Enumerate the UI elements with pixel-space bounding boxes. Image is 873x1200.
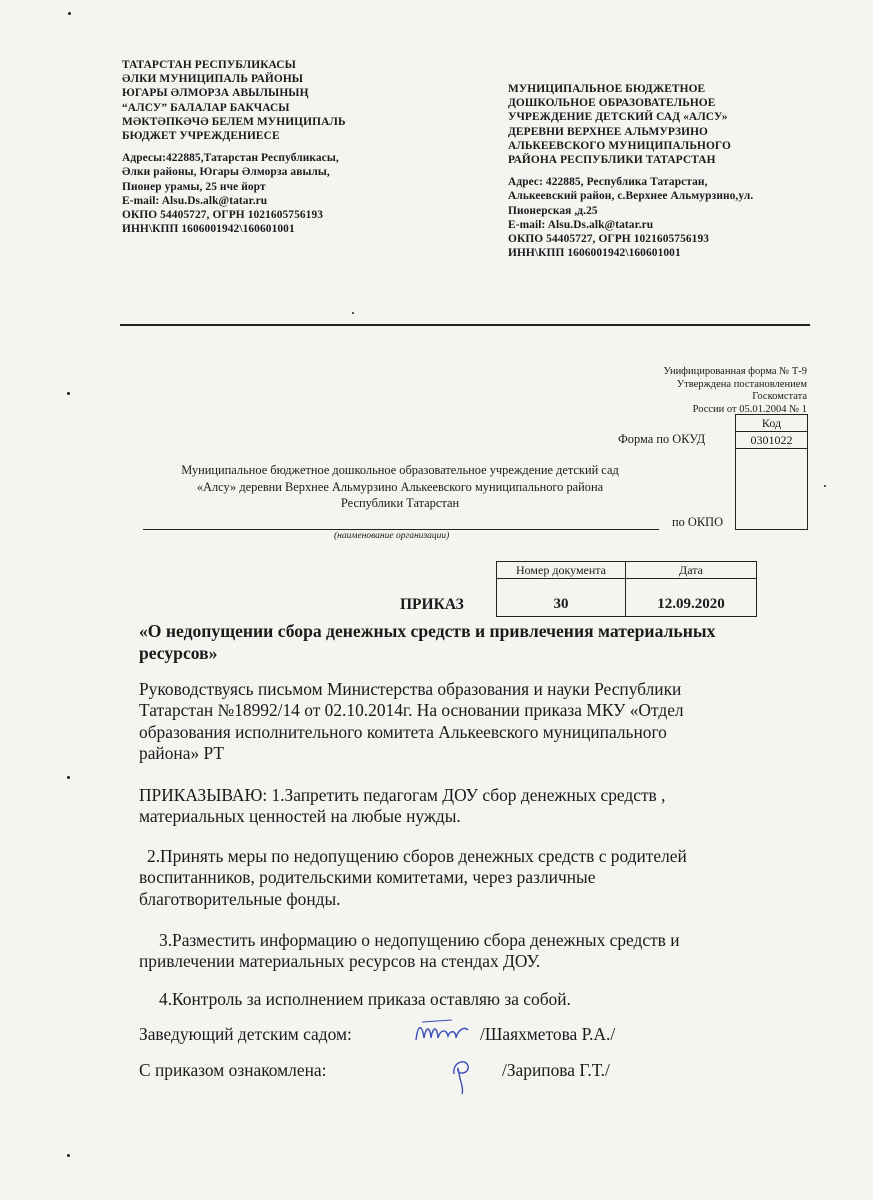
- scan-speck: [68, 12, 71, 15]
- header-left: [122, 58, 346, 236]
- organization-line: «Алсу» деревни Верхнее Альмурзино Алькеевского муниципального района: [196, 479, 604, 494]
- head-label: Заведующий детским садом:: [139, 1024, 352, 1044]
- header-left-line: ЮГАРЫ ӘЛМОРЗА АВЫЛЫНЫҢ: [122, 87, 309, 100]
- header-right-line: МУНИЦИПАЛЬНОЕ БЮДЖЕТНОЕ: [508, 83, 706, 95]
- doc-date: 12.09.2020: [657, 596, 725, 612]
- organization-caption: (наименование организации): [334, 531, 450, 541]
- header-left-address: Адресы:422885,Татарстан Республикасы,: [122, 152, 339, 165]
- header-divider: [120, 324, 810, 326]
- doc-number-header: Номер документа: [515, 563, 607, 577]
- preamble-line: образования исполнительного комитета Алькеевского муниципального: [139, 721, 667, 742]
- header-right-address: Адрес: 422885, Республика Татарстан,: [508, 176, 708, 189]
- order-item-2: [139, 846, 687, 910]
- order-line: материальных ценностей на любые нужды.: [139, 806, 461, 827]
- organization-line: Республики Татарстан: [340, 496, 460, 510]
- title-line: «О недопущении сбора денежных средств и привлечения материальных: [139, 621, 716, 641]
- header-left-line: БЮДЖЕТ УЧРЕЖДЕНИЕСЕ: [122, 130, 280, 143]
- head-name: /Шаяхметова Р.А./: [480, 1024, 616, 1044]
- preamble-line: района» РТ: [139, 743, 224, 764]
- okpo-label: по ОКПО: [672, 515, 724, 529]
- head-signature-icon: [412, 1010, 472, 1050]
- order-line: 4.Контроль за исполнением приказа оставляю за собой.: [159, 989, 571, 1009]
- organization-name: [135, 462, 665, 512]
- header-left-address: ИНН\КПП 1606001942\160601001: [122, 223, 295, 236]
- scan-speck: [67, 392, 70, 395]
- header-right-line: АЛЬКЕЕВСКОГО МУНИЦИПАЛЬНОГО: [508, 139, 731, 152]
- title-line: ресурсов»: [139, 642, 218, 663]
- order-item-3: [139, 930, 680, 973]
- order-item-1: [139, 785, 665, 828]
- order-title: [139, 621, 819, 664]
- code-box: [735, 414, 808, 530]
- unified-form-line: Унифицированная форма № Т-9: [663, 366, 807, 377]
- order-line: воспитанников, родительскими комитетами, через различные: [139, 867, 596, 888]
- header-left-address: ОКПО 54405727, ОГРН 1021605756193: [122, 209, 324, 222]
- header-left-address: E-mail: Alsu.Ds.alk@tatar.ru: [122, 194, 268, 207]
- header-right-address: ОКПО 54405727, ОГРН 1021605756193: [508, 233, 710, 246]
- doc-number: 30: [553, 596, 569, 612]
- header-left-line: ТАТАРСТАН РЕСПУБЛИКАСЫ: [122, 59, 296, 71]
- header-right-address: ИНН\КПП 1606001942\160601001: [508, 247, 681, 260]
- header-right-line: УЧРЕЖДЕНИЕ ДЕТСКИЙ САД «АЛСУ»: [508, 111, 728, 124]
- order-line: 2.Принять меры по недопущению сборов денежных средств с родителей: [147, 846, 687, 866]
- header-right-address: E-mail: Alsu.Ds.alk@tatar.ru: [508, 218, 654, 231]
- header-left-line: “АЛСУ” БАЛАЛАР БАКЧАСЫ: [122, 101, 290, 114]
- ack-name: /Зарипова Г.Т./: [502, 1060, 610, 1080]
- header-left-line: ӘЛКИ МУНИЦИПАЛЬ РАЙОНЫ: [122, 73, 304, 86]
- organization-line: Муниципальное бюджетное дошкольное образовательное учреждение детский сад: [181, 463, 619, 477]
- scan-speck: [352, 312, 354, 314]
- doc-number-table: [496, 561, 757, 617]
- header-right-address: Пионерская ,д.25: [508, 204, 598, 217]
- code-header: Код: [736, 415, 807, 432]
- okud-label: Форма по ОКУД: [618, 432, 706, 446]
- header-right-line: РАЙОНА РЕСПУБЛИКИ ТАТАРСТАН: [508, 154, 716, 167]
- header-left-address: Пионер урамы, 25 нче йорт: [122, 180, 266, 193]
- preamble-line: Татарстан №18992/14 от 02.10.2014г. На основании приказа МКУ «Отдел: [139, 700, 684, 721]
- header-right-line: ДЕРЕВНИ ВЕРХНЕЕ АЛЬМУРЗИНО: [508, 125, 709, 138]
- order-line: благотворительные фонды.: [139, 888, 341, 909]
- preamble: [139, 679, 819, 765]
- header-left-line: МӘКТӘПКӘЧӘ БЕЛЕМ МУНИЦИПАЛЬ: [122, 115, 346, 128]
- unified-form-line: Утверждена постановлением: [676, 378, 807, 390]
- unified-form-line: России от 05.01.2004 № 1: [692, 403, 807, 415]
- unified-form-note: [547, 366, 807, 416]
- doc-type: ПРИКАЗ: [400, 596, 464, 613]
- order-line: привлечении материальных ресурсов на стендах ДОУ.: [139, 951, 541, 972]
- order-line: ПРИКАЗЫВАЮ: 1.Запретить педагогам ДОУ сбор денежных средств ,: [139, 785, 666, 805]
- scan-speck: [67, 776, 70, 779]
- order-item-4: [159, 989, 571, 1010]
- ack-label: С приказом ознакомлена:: [139, 1060, 327, 1080]
- scan-speck: [824, 485, 826, 487]
- okpo-value: [736, 449, 807, 529]
- header-right-address: Алькеевский район, с.Верхнее Альмурзино,ул.: [508, 190, 754, 203]
- scan-speck: [67, 1154, 70, 1157]
- preamble-line: Руководствуясь письмом Министерства образования и науки Республики: [139, 679, 682, 699]
- ack-signature-icon: [448, 1052, 478, 1096]
- organization-underline: [143, 529, 659, 530]
- unified-form-line: Госкомстата: [752, 391, 807, 403]
- header-right: [508, 82, 753, 260]
- okud-value: 0301022: [736, 432, 807, 449]
- doc-date-header: Дата: [679, 563, 703, 577]
- header-right-line: ДОШКОЛЬНОЕ ОБРАЗОВАТЕЛЬНОЕ: [508, 97, 716, 110]
- order-line: 3.Разместить информацию о недопущению сбора денежных средств и: [159, 930, 680, 950]
- header-left-address: Әлки районы, Югары Әлморза авылы,: [122, 166, 330, 179]
